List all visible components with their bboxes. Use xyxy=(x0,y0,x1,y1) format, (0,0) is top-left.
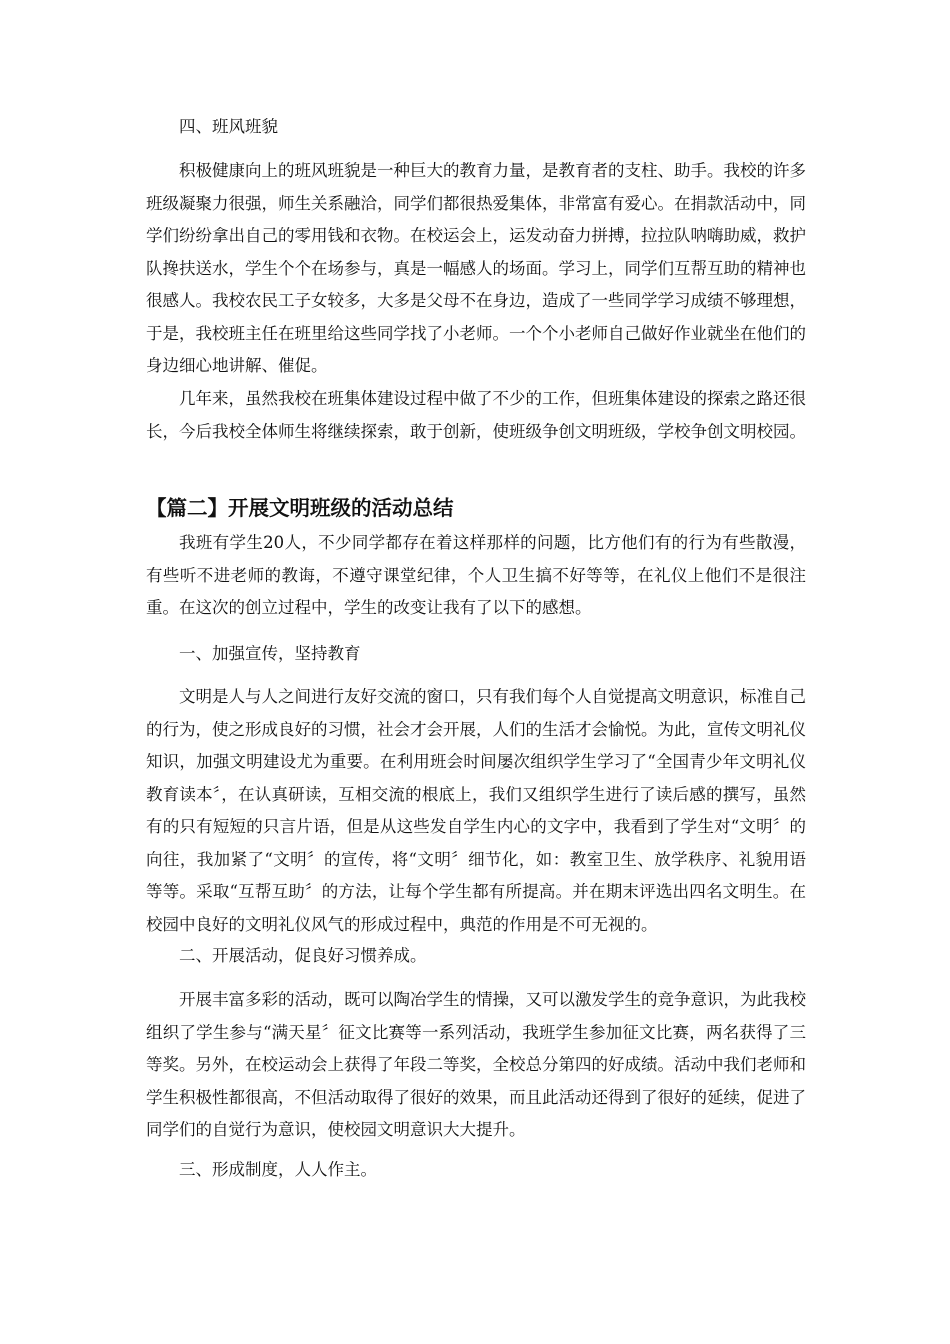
section-title: 【篇二】开展文明班级的活动总结 xyxy=(146,496,454,520)
paragraph-civility-publicity: 文明是人与人之间进行友好交流的窗口，只有我们每个人自觉提高文明意识，标准自己的行为，使之形成良好的习惯，社会才会开展，人们的生活才会愉悦。为此，宣传文明礼仪知识，加强文明建设尤为重要。在利用班会时间屡次组织学生学习了“全国青少年文明礼仪教育读本〞，在认真研读，互相交流的根底上，我们又组织学生进行了读后感的撰写，虽然有的只有短短的只言片语，但是从这些发自学生内心的文字中，我看到了学生对“文明〞的向往，我加紧了“文明〞的宣传，将“文明〞细节化，如：教室卫生、放学秩序、礼貌用语等等。采取“互帮互助〞的方法，让每个学生都有所提高。并在期末评选出四名文明生。在校园中良好的文明礼仪风气的形成过程中，典范的作用是不可无视的。 xyxy=(146,687,806,934)
heading-activities: 二、开展活动，促良好习惯养成。 xyxy=(179,946,427,965)
paragraph-activities: 开展丰富多彩的活动，既可以陶冶学生的情操，又可以激发学生的竞争意识，为此我校组织了学生参与“满天星〞征文比赛等一系列活动，我班学生参加征文比赛，两名获得了三等奖。另外，在校运动会上获得了年段二等奖，全校总分第四的好成绩。活动中我们老师和学生积极性都很高，不但活动取得了很好的效果，而且此活动还得到了很好的延续，促进了同学们的自觉行为意识，使校园文明意识大大提升。 xyxy=(146,990,806,1139)
paragraph-class-intro: 我班有学生20人，不少同学都存在着这样那样的问题，比方他们有的行为有些散漫，有些听不进老师的教诲，不遵守课堂纪律，个人卫生搞不好等等，在礼仪上他们不是很注重。在这次的创立过程中，学生的改变让我有了以下的感想。 xyxy=(146,533,806,617)
heading-publicity-education: 一、加强宣传，坚持教育 xyxy=(179,644,361,663)
heading-system-rules: 三、形成制度，人人作主。 xyxy=(179,1160,377,1179)
heading-class-style: 四、班风班貌 xyxy=(179,117,278,136)
paragraph-future-outlook: 几年来，虽然我校在班集体建设过程中做了不少的工作，但班集体建设的探索之路还很长，今后我校全体师生将继续探索，敢于创新，使班级争创文明班级，学校争创文明校园。 xyxy=(146,389,806,441)
paragraph-class-style: 积极健康向上的班风班貌是一种巨大的教育力量，是教育者的支柱、助手。我校的许多班级凝聚力很强，师生关系融洽，同学们都很热爱集体，非常富有爱心。在捐款活动中，同学们纷纷拿出自己的零用钱和衣物。在校运会上，运发动奋力拼搏，拉拉队呐嗨助威，救护队搀扶送水，学生个个在场参与，真是一幅感人的场面。学习上，同学们互帮互助的精神也很感人。我校农民工子女较多，大多是父母不在身边，造成了一些同学学习成绩不够理想，于是，我校班主任在班里给这些同学找了小老师。一个个小老师自己做好作业就坐在他们的身边细心地讲解、催促。 xyxy=(146,161,806,375)
